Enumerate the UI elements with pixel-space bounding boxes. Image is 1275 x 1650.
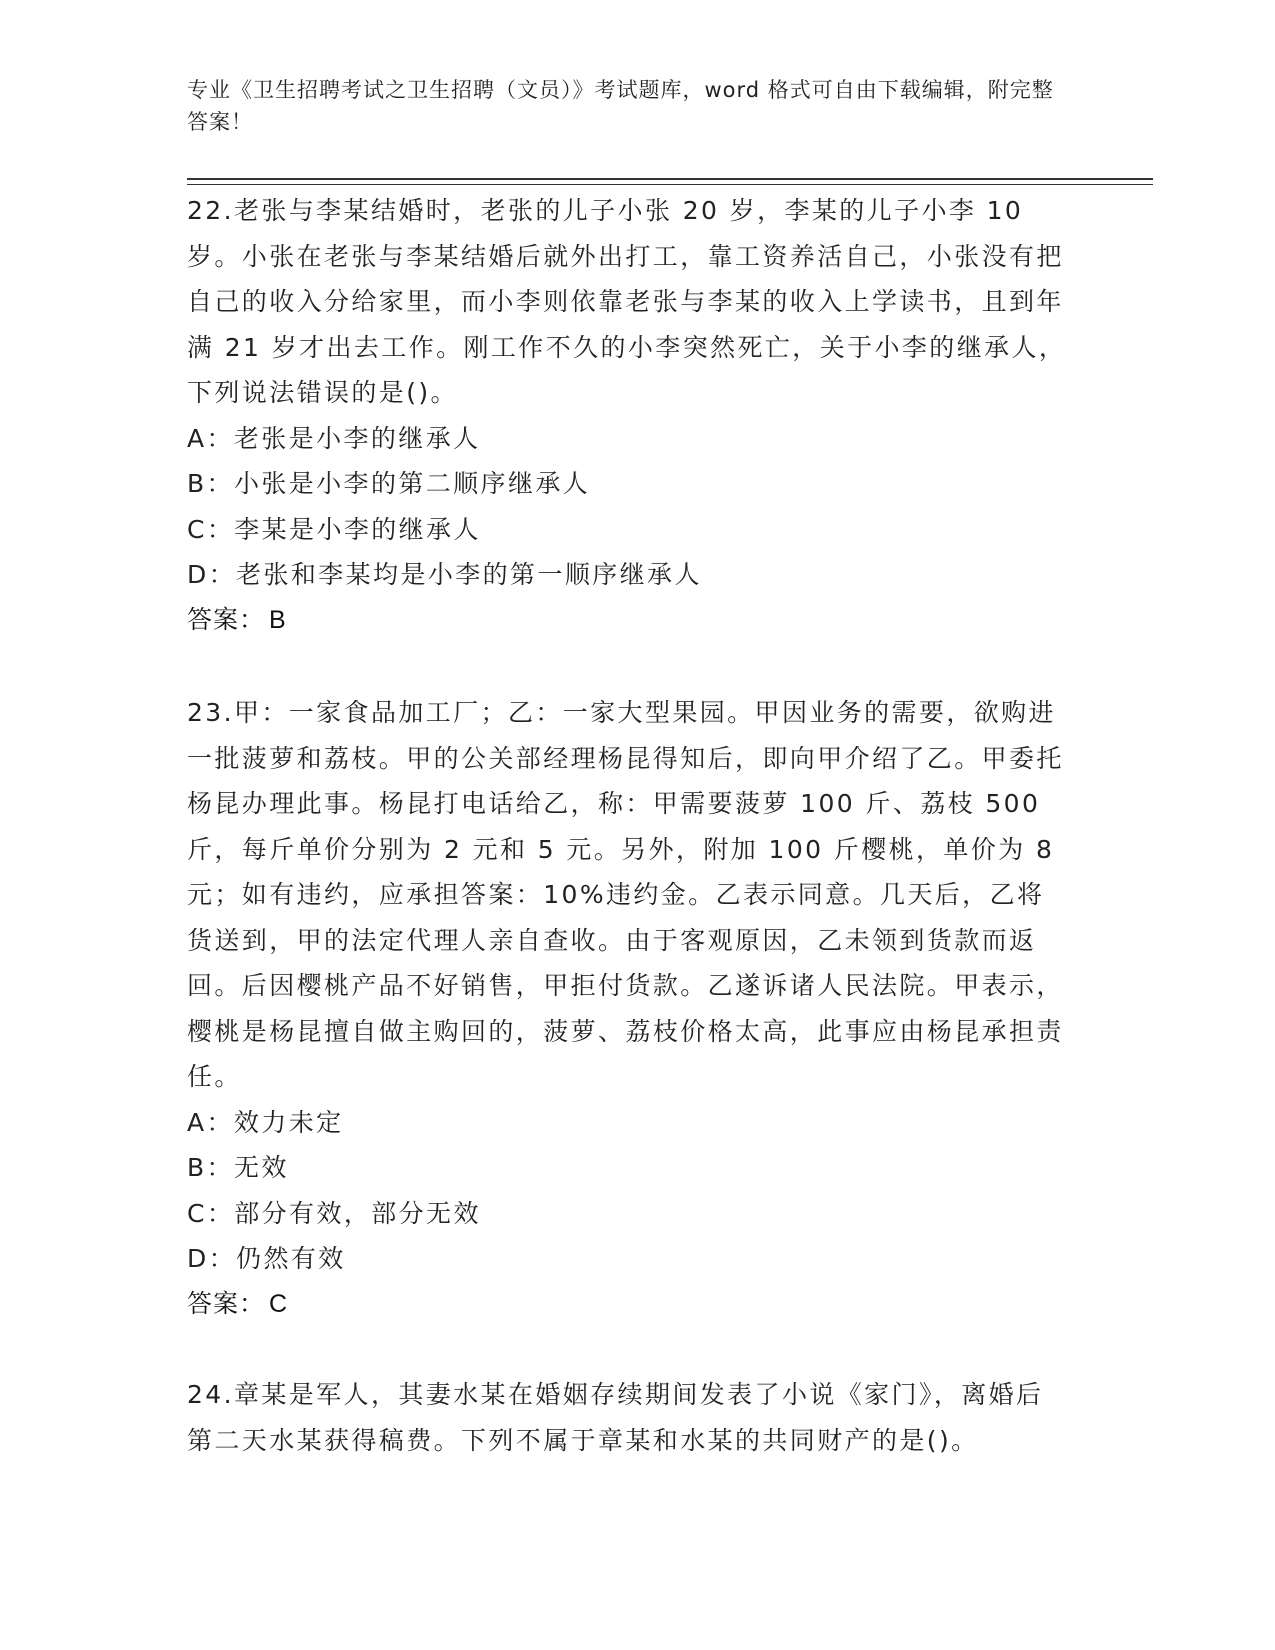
question-text: 23.甲：一家食品加工厂；乙：一家大型果园。甲因业务的需要，欲购进一批菠萝和荔枝。甲的公关部经理杨昆得知后，即向甲介绍了乙。甲委托杨昆办理此事。杨昆打电话给乙，称：甲需要菠萝 100 斤、荔枝 500 斤，每斤单价分别为 2 元和 5 元。另外，附加 100 斤樱桃，单价为 8 元；如有违约，应承担答案：10%违约金。乙表示同意。几天后，乙将货送到，甲的法定代理人亲自查收。由于客观原因，乙未领到货款而返回。后因樱桃产品不好销售，甲拒付货款。乙遂诉诸人民法院。甲表示，樱桃是杨昆擅自做主购回的，菠萝、荔枝价格太高，此事应由杨昆承担责任。	[187, 698, 1064, 1091]
option-d: D：老张和李某均是小李的第一顺序继承人	[187, 560, 702, 589]
answer-value: C	[269, 1289, 289, 1318]
document-header: 专业《卫生招聘考试之卫生招聘（文员）》考试题库，word 格式可自由下载编辑，附完整答案！	[187, 78, 1054, 134]
option-b: B：无效	[187, 1153, 289, 1182]
option-d: D：仍然有效	[187, 1244, 346, 1273]
option-c: C：部分有效，部分无效	[187, 1198, 481, 1228]
answer-value: B	[269, 605, 287, 634]
answer-label: 答案：	[187, 605, 266, 634]
question-24	[187, 1372, 1067, 1463]
answer-label: 答案：	[187, 1289, 266, 1318]
question-text: 24.章某是军人，其妻水某在婚姻存续期间发表了小说《家门》，离婚后第二天水某获得稿费。下列不属于章某和水某的共同财产的是()。	[187, 1380, 1044, 1455]
answer	[187, 598, 1067, 644]
option-a: A：老张是小李的继承人	[187, 423, 481, 453]
question-23	[187, 690, 1067, 1327]
header-divider-thin	[187, 184, 1153, 185]
option-a: A：效力未定	[187, 1107, 344, 1137]
option-c: C：李某是小李的继承人	[187, 514, 481, 544]
option-b: B：小张是小李的第二顺序继承人	[187, 469, 591, 498]
question-22	[187, 188, 1067, 643]
header-divider-thick	[187, 178, 1153, 180]
answer	[187, 1282, 1067, 1328]
question-text: 22.老张与李某结婚时，老张的儿子小张 20 岁，李某的儿子小李 10 岁。小张在老张与李某结婚后就外出打工，靠工资养活自己，小张没有把自己的收入分给家里，而小李则依靠老张与李某的收入上学读书，且到年满 21 岁才出去工作。刚工作不久的小李突然死亡，关于小李的继承人，下列说法错误的是()。	[187, 196, 1067, 407]
